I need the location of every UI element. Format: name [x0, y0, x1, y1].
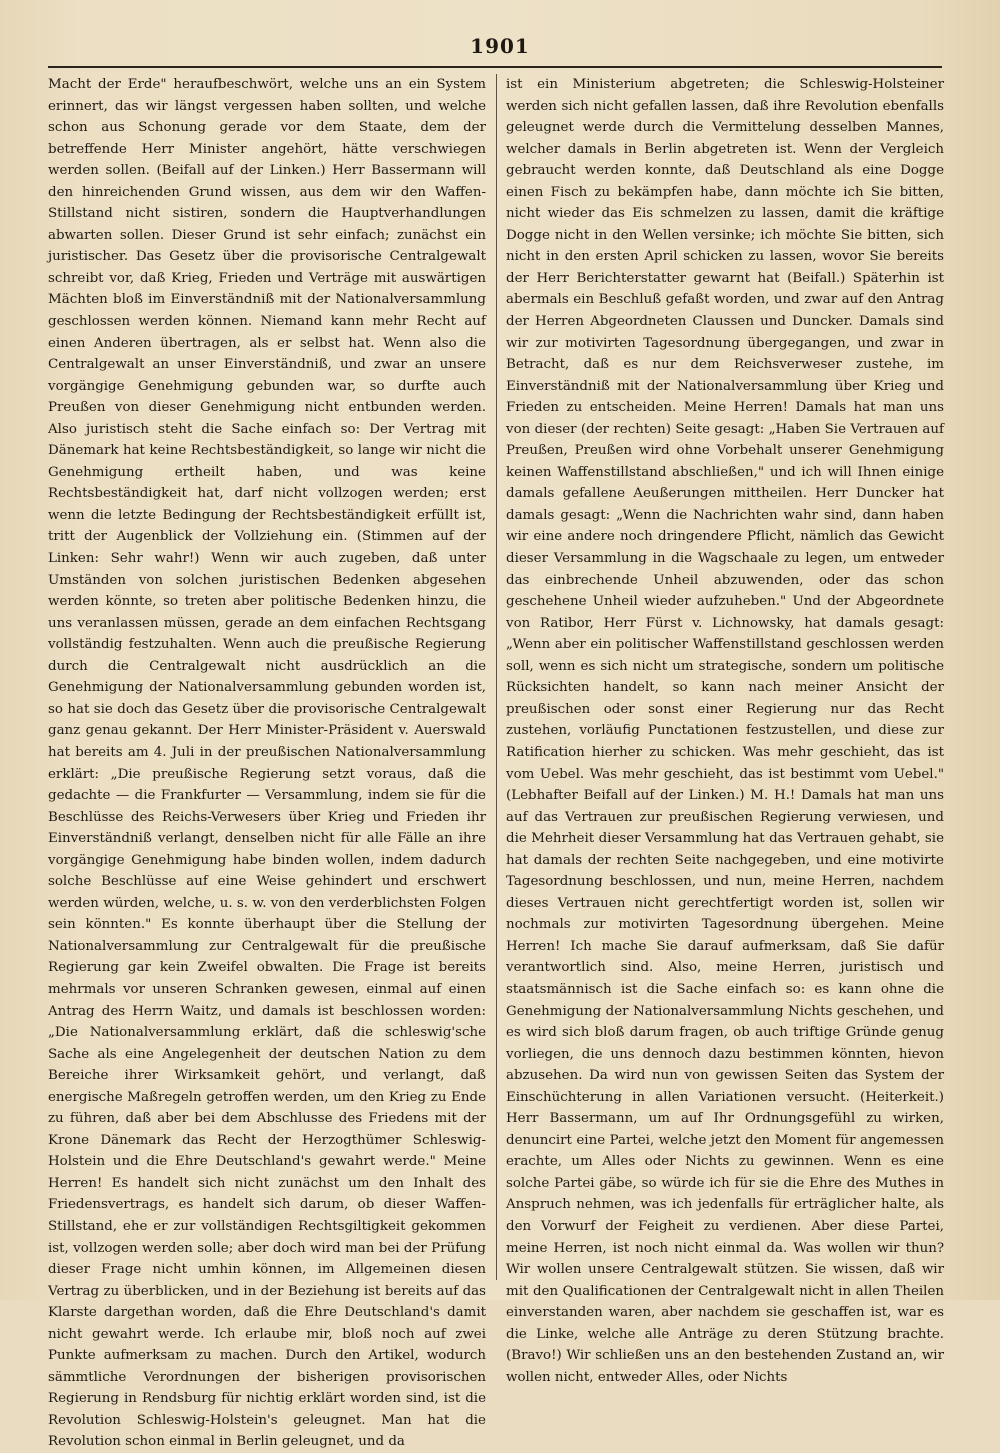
column-divider	[496, 74, 497, 1280]
text-column-right	[506, 74, 944, 1385]
column-text-right: ist ein Ministerium abgetreten; die Schleswig-Holsteiner werden sich nicht gefallen lassen, daß ihre Revolution ebenfalls geleugnet werde durch die Vermittelung desselben Mannes, welcher damals in Berlin abgetreten ist. Wenn der Vergleich gebraucht werden konnte, daß Deutschland als eine Dogge einen Fisch zu bekämpfen habe, dann möchte ich Sie bitten, nicht wieder das Eis schmelzen zu lassen, damit die kräftige Dogge nicht in den Wellen versinke; ich möchte Sie bitten, sich nicht in den ersten April schicken zu lassen, wovor Sie bereits der Herr Berichterstatter gewarnt hat (Beifall.) Späterhin ist abermals ein Beschluß gefaßt worden, und zwar auf den Antrag der Herren Abgeordneten Claussen und Duncker. Damals sind wir zur motivirten Tagesordnung übergegangen, und zwar in Betracht, daß es nur dem Reichsverweser zustehe, im Einverständniß mit der Nationalversammlung über Krieg und Frieden zu entscheiden. Meine Herren! Damals hat man uns von dieser (der rechten) Seite gesagt: „Haben Sie Vertrauen auf Preußen, Preußen wird ohne Vorbehalt unserer Genehmigung keinen Waffenstillstand abschließen," und ich will Ihnen einige damals gefallene Aeußerungen mittheilen. Herr Duncker hat damals gesagt: „Wenn die Nachrichten wahr sind, dann haben wir eine andere noch dringendere Pflicht, nämlich das Gewicht dieser Versammlung in die Wagschaale zu legen, um entweder das einbrechende Unheil abzuwenden, oder das schon geschehene Unheil wieder aufzuheben." Und der Abgeordnete von Ratibor, Herr Fürst v. Lichnowsky, hat damals gesagt: „Wenn aber ein politischer Waffenstillstand geschlossen werden soll, wenn es sich nicht um strategische, sondern um politische Rücksichten handelt, so kann nach meiner Ansicht der preußischen oder sonst einer Regierung nur das Recht zustehen, vorläufig Punctationen festzustellen, und diese zur Ratification hierher zu schicken. Was mehr geschieht, das ist vom Uebel. Was mehr geschieht, das ist bestimmt vom Uebel." (Lebhafter Beifall auf der Linken.) M. H.! Damals hat man uns auf das Vertrauen zur preußischen Regierung verwiesen, und die Mehrheit dieser Versammlung hat das Vertrauen gehabt, sie hat damals der rechten Seite nachgegeben, und eine motivirte Tagesordnung beschlossen, und nun, meine Herren, nachdem dieses Vertrauen nicht gerechtfertigt worden ist, sollen wir nochmals zur motivirten Tagesordnung übergehen. Meine Herren! Ich mache Sie darauf aufmerksam, daß Sie dafür verantwortlich sind. Also, meine Herren, juristisch und staatsmännisch ist die Sache einfach so: es kann ohne die Genehmigung der Nationalversammlung Nichts geschehen, und es wird sich bloß darum fragen, ob auch triftige Gründe genug vorliegen, die uns dennoch dazu bestimmen könnten, hievon abzusehen. Da wird nun von gewissen Seiten das System der Einschüchterung in allen Variationen versucht. (Heiterkeit.) Herr Bassermann, um auf Ihr Ordnungsgefühl zu wirken, denuncirt eine Partei, welche jetzt den Moment für angemessen erachte, um Alles oder Nichts zu gewinnen. Wenn es eine solche Partei gäbe, so würde ich für sie die Ehre des Muthes in Anspruch nehmen, was ich jedenfalls für erträglicher halte, als den Vorwurf der Feigheit zu verdienen. Aber diese Partei, meine Herren, ist noch nicht einmal da. Was wollen wir thun? Wir wollen unsere Centralgewalt stützen. Sie wissen, daß wir mit den Qualificationen der Centralgewalt nicht in allen Theilen einverstanden waren, aber nachdem sie geschaffen ist, war es die Linke, welche alle Anträge zu deren Stützung brachte. (Bravo!) Wir schließen uns an den bestehenden Zustand an, wir wollen nicht, entweder Alles, oder Nichts	[506, 77, 944, 1385]
header-rule	[48, 66, 942, 68]
column-text-left: Macht der Erde" heraufbeschwört, welche uns an ein System erinnert, das wir längst vergessen haben sollten, und welche schon aus Schonung gerade vor dem Staate, dem der betreffende Herr Minister angehört, hätte verschwiegen werden sollen. (Beifall auf der Linken.) Herr Bassermann will den hinreichenden Grund wissen, aus dem wir den Waffen-Stillstand nicht sistiren, sondern die Hauptverhandlungen abwarten sollen. Dieser Grund ist sehr einfach; zunächst ein juristischer. Das Gesetz über die provisorische Centralgewalt schreibt vor, daß Krieg, Frieden und Verträge mit auswärtigen Mächten bloß im Einverständniß mit der Nationalversammlung geschlossen werden können. Niemand kann mehr Recht auf einen Anderen übertragen, als er selbst hat. Wenn also die Centralgewalt an unser Einverständniß, und zwar an unsere vorgängige Genehmigung gebunden war, so durfte auch Preußen von dieser Genehmigung nicht entbunden werden. Also juristisch steht die Sache einfach so: Der Vertrag mit Dänemark hat keine Rechtsbeständigkeit, so lange wir nicht die Genehmigung ertheilt haben, und was keine Rechtsbeständigkeit hat, darf nicht vollzogen werden; erst wenn die letzte Bedingung der Rechtsbeständigkeit erfüllt ist, tritt der Augenblick der Vollziehung ein. (Stimmen auf der Linken: Sehr wahr!) Wenn wir auch zugeben, daß unter Umständen von solchen juristischen Bedenken abgesehen werden könnte, so treten aber politische Bedenken hinzu, die uns veranlassen müssen, gerade an dem einfachen Rechtsgang vollständig festzuhalten. Wenn auch die preußische Regierung durch die Centralgewalt nicht ausdrücklich an die Genehmigung der Nationalversammlung gebunden worden ist, so hat sie doch das Gesetz über die provisorische Centralgewalt ganz genau gekannt. Der Herr Minister-Präsident v. Auerswald hat bereits am 4. Juli in der preußischen Nationalversammlung erklärt: „Die preußische Regierung setzt voraus, daß die gedachte — die Frankfurter — Versammlung, indem sie für die Beschlüsse des Reichs-Verwesers über Krieg und Frieden ihr Einverständniß verlangt, denselben nicht für alle Fälle an ihre vorgängige Genehmigung habe binden wollen, indem dadurch solche Beschlüsse auf eine Weise gehindert und erschwert werden würden, welche, u. s. w. von den verderblichsten Folgen sein könnten." Es konnte überhaupt über die Stellung der Nationalversammlung zur Centralgewalt für die preußische Regierung gar kein Zweifel obwalten. Die Frage ist bereits mehrmals vor unseren Schranken gewesen, einmal auf einen Antrag des Herrn Waitz, und damals ist beschlossen worden: „Die Nationalversammlung erklärt, daß die schleswig'sche Sache als eine Angelegenheit der deutschen Nation zu dem Bereiche ihrer Wirksamkeit gehört, und verlangt, daß energische Maßregeln getroffen werden, um den Krieg zu Ende zu führen, daß aber bei dem Abschlusse des Friedens mit der Krone Dänemark das Recht der Herzogthümer Schleswig-Holstein und die Ehre Deutschland's gewahrt werde." Meine Herren! Es handelt sich nicht zunächst um den Inhalt des Friedensvertrags, es handelt sich darum, ob dieser Waffen-Stillstand, ehe er zur vollständigen Rechtsgiltigkeit gekommen ist, vollzogen werden solle; aber doch wird man bei der Prüfung dieser Frage nicht umhin können, im Allgemeinen diesen Vertrag zu überblicken, und in der Beziehung ist bereits auf das Klarste dargethan worden, daß die Ehre Deutschland's damit nicht gewahrt werde. Ich erlaube mir, bloß noch auf zwei Punkte aufmerksam zu machen. Durch den Artikel, wodurch sämmtliche Verordnungen der bisherigen provisorischen Regierung in Rendsburg für nichtig erklärt worden sind, ist die Revolution Schleswig-Holstein's geleugnet. Man hat die Revolution schon einmal in Berlin geleugnet, und da	[48, 77, 486, 1450]
page-number: 1901	[470, 34, 530, 58]
text-column-left	[48, 74, 486, 1450]
